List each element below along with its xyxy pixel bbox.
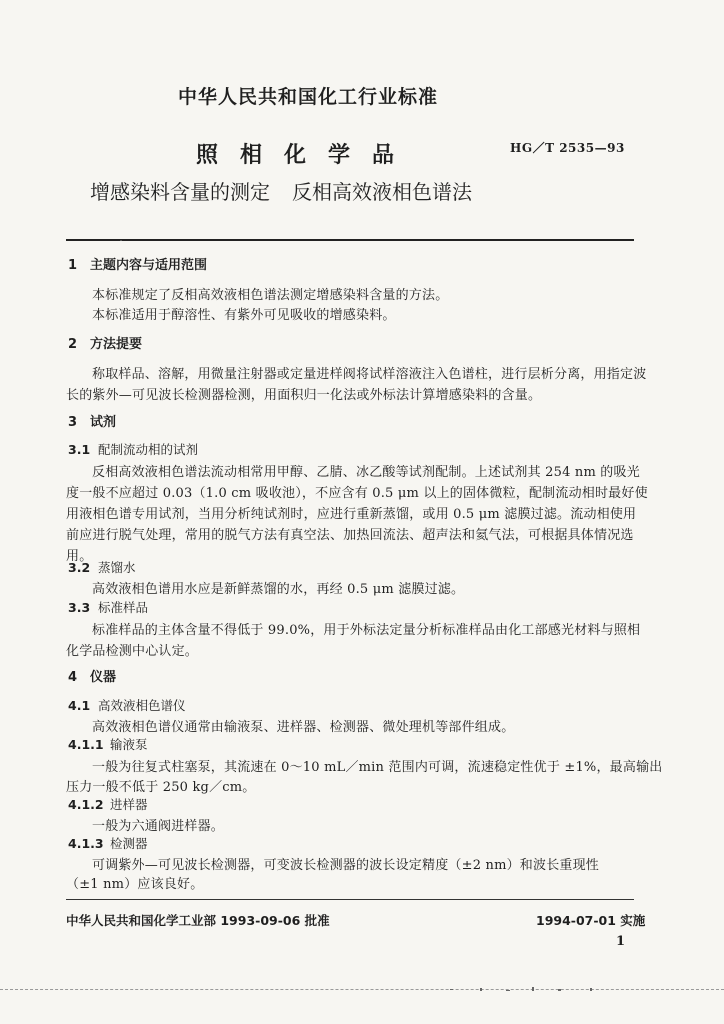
subsection-4-1-3-heading — [68, 834, 148, 852]
implementation-date: 1994-07-01 实施 — [536, 913, 646, 928]
section-title: 试剂 — [90, 415, 117, 430]
section-1-paragraph-2: 本标准适用于醇溶性、有紫外可见吸收的增感染料。 — [92, 308, 396, 323]
subsection-3-3-heading — [68, 598, 148, 616]
section-title: 仪器 — [90, 670, 117, 685]
section-number: 4 — [68, 670, 78, 685]
footer-divider — [66, 899, 634, 900]
subsection-4-1-1-line-2: 压力一般不低于 250 kg／cm。 — [66, 780, 256, 795]
subsection-3-1-line-3: 用液相色谱专用试剂，当用分析纯试剂时，应进行重新蒸馏，或用 0.5 μm 滤膜过滤。流动相使用 — [66, 507, 637, 522]
subsection-4-1-2-line-1: 一般为六通阀进样器。 — [92, 819, 225, 834]
subsection-title: 配制流动相的试剂 — [98, 442, 199, 457]
standard-number: HG／T 2535—93 — [510, 141, 625, 155]
section-title: 主题内容与适用范围 — [90, 258, 208, 273]
approval-line: 中华人民共和国化学工业部 1993-09-06 批准 — [66, 913, 330, 928]
section-2-line-2: 长的紫外—可见波长检测器检测，用面积归一化法或外标法计算增感染料的含量。 — [66, 388, 542, 403]
subsection-title: 检测器 — [110, 836, 148, 851]
section-number: 3 — [68, 415, 78, 430]
section-number: 2 — [68, 337, 78, 352]
subsection-4-1-1-line-1: 一般为往复式柱塞泵，其流速在 0～10 mL／min 范围内可调，流速稳定性优于 ±1%，最高输出 — [92, 760, 663, 775]
subsection-title: 进样器 — [110, 797, 148, 812]
section-3-heading — [68, 411, 116, 430]
header-divider-mark — [120, 240, 122, 241]
scan-noise-marks — [440, 984, 620, 996]
subsection-4-1-2-heading — [68, 795, 148, 813]
section-2-heading — [68, 333, 142, 352]
subsection-3-1-line-4: 前应进行脱气处理，常用的脱气方法有真空法、加热回流法、超声法和氦气法，可根据具体情况选 — [66, 528, 634, 543]
subsection-3-2-heading — [68, 558, 136, 576]
subsection-4-1-3-line-1: 可调紫外—可见波长检测器，可变波长检测器的波长设定精度（±2 nm）和波长重现性 — [92, 858, 599, 873]
subsection-4-1-heading — [68, 696, 186, 714]
industry-standard-title: 中华人民共和国化工行业标准 — [178, 86, 439, 108]
subsection-number: 3.1 — [68, 442, 91, 457]
subsection-4-1-line-1: 高效液相色谱仪通常由输液泵、进样器、检测器、微处理机等部件组成。 — [92, 720, 515, 735]
subsection-number: 4.1 — [68, 698, 91, 713]
subsection-4-1-3-line-2: （±1 nm）应该良好。 — [66, 877, 204, 892]
header-divider — [66, 239, 634, 241]
document-subtitle — [90, 176, 472, 205]
subsection-3-1-line-2: 度一般不应超过 0.03（1.0 cm 吸收池），不应含有 0.5 μm 以上的固体微粒，配制流动相时最好使 — [66, 486, 648, 501]
subtitle-method-technique: 反相高效液相色谱法 — [292, 180, 472, 204]
subsection-number: 4.1.2 — [68, 797, 104, 812]
subsection-title: 蒸馏水 — [98, 560, 136, 575]
section-1-heading — [68, 254, 207, 273]
subsection-title: 高效液相色谱仪 — [98, 698, 186, 713]
subsection-3-1-heading — [68, 440, 198, 458]
subsection-number: 3.2 — [68, 560, 91, 575]
section-2-line-1: 称取样品、溶解，用微量注射器或定量进样阀将试样溶液注入色谱柱，进行层析分离，用指定波 — [92, 367, 647, 382]
document-title: 照相化学品 — [196, 143, 417, 168]
section-4-heading — [68, 666, 116, 685]
section-title: 方法提要 — [90, 337, 143, 352]
subsection-title: 输液泵 — [110, 737, 148, 752]
subsection-3-1-line-1: 反相高效液相色谱法流动相常用甲醇、乙腈、冰乙酸等试剂配制。上述试剂其 254 nm 的吸光 — [92, 465, 640, 480]
subsection-3-2-line-1: 高效液相色谱用水应是新鲜蒸馏的水，再经 0.5 μm 滤膜过滤。 — [92, 582, 465, 597]
page-number: 1 — [616, 934, 626, 949]
subsection-number: 4.1.1 — [68, 737, 104, 752]
subsection-number: 4.1.3 — [68, 836, 104, 851]
subsection-3-3-line-2: 化学品检测中心认定。 — [66, 644, 199, 659]
subsection-number: 3.3 — [68, 600, 91, 615]
subtitle-method-subject: 增感染料含量的测定 — [90, 180, 270, 204]
section-1-paragraph-1: 本标准规定了反相高效液相色谱法测定增感染料含量的方法。 — [92, 288, 449, 303]
subsection-3-1-line-5: 用。 — [66, 549, 93, 564]
subsection-3-3-line-1: 标准样品的主体含量不得低于 99.0%，用于外标法定量分析标准样品由化工部感光材料与照相 — [92, 623, 641, 638]
section-number: 1 — [68, 258, 78, 273]
subsection-title: 标准样品 — [98, 600, 149, 615]
subsection-4-1-1-heading — [68, 735, 148, 753]
